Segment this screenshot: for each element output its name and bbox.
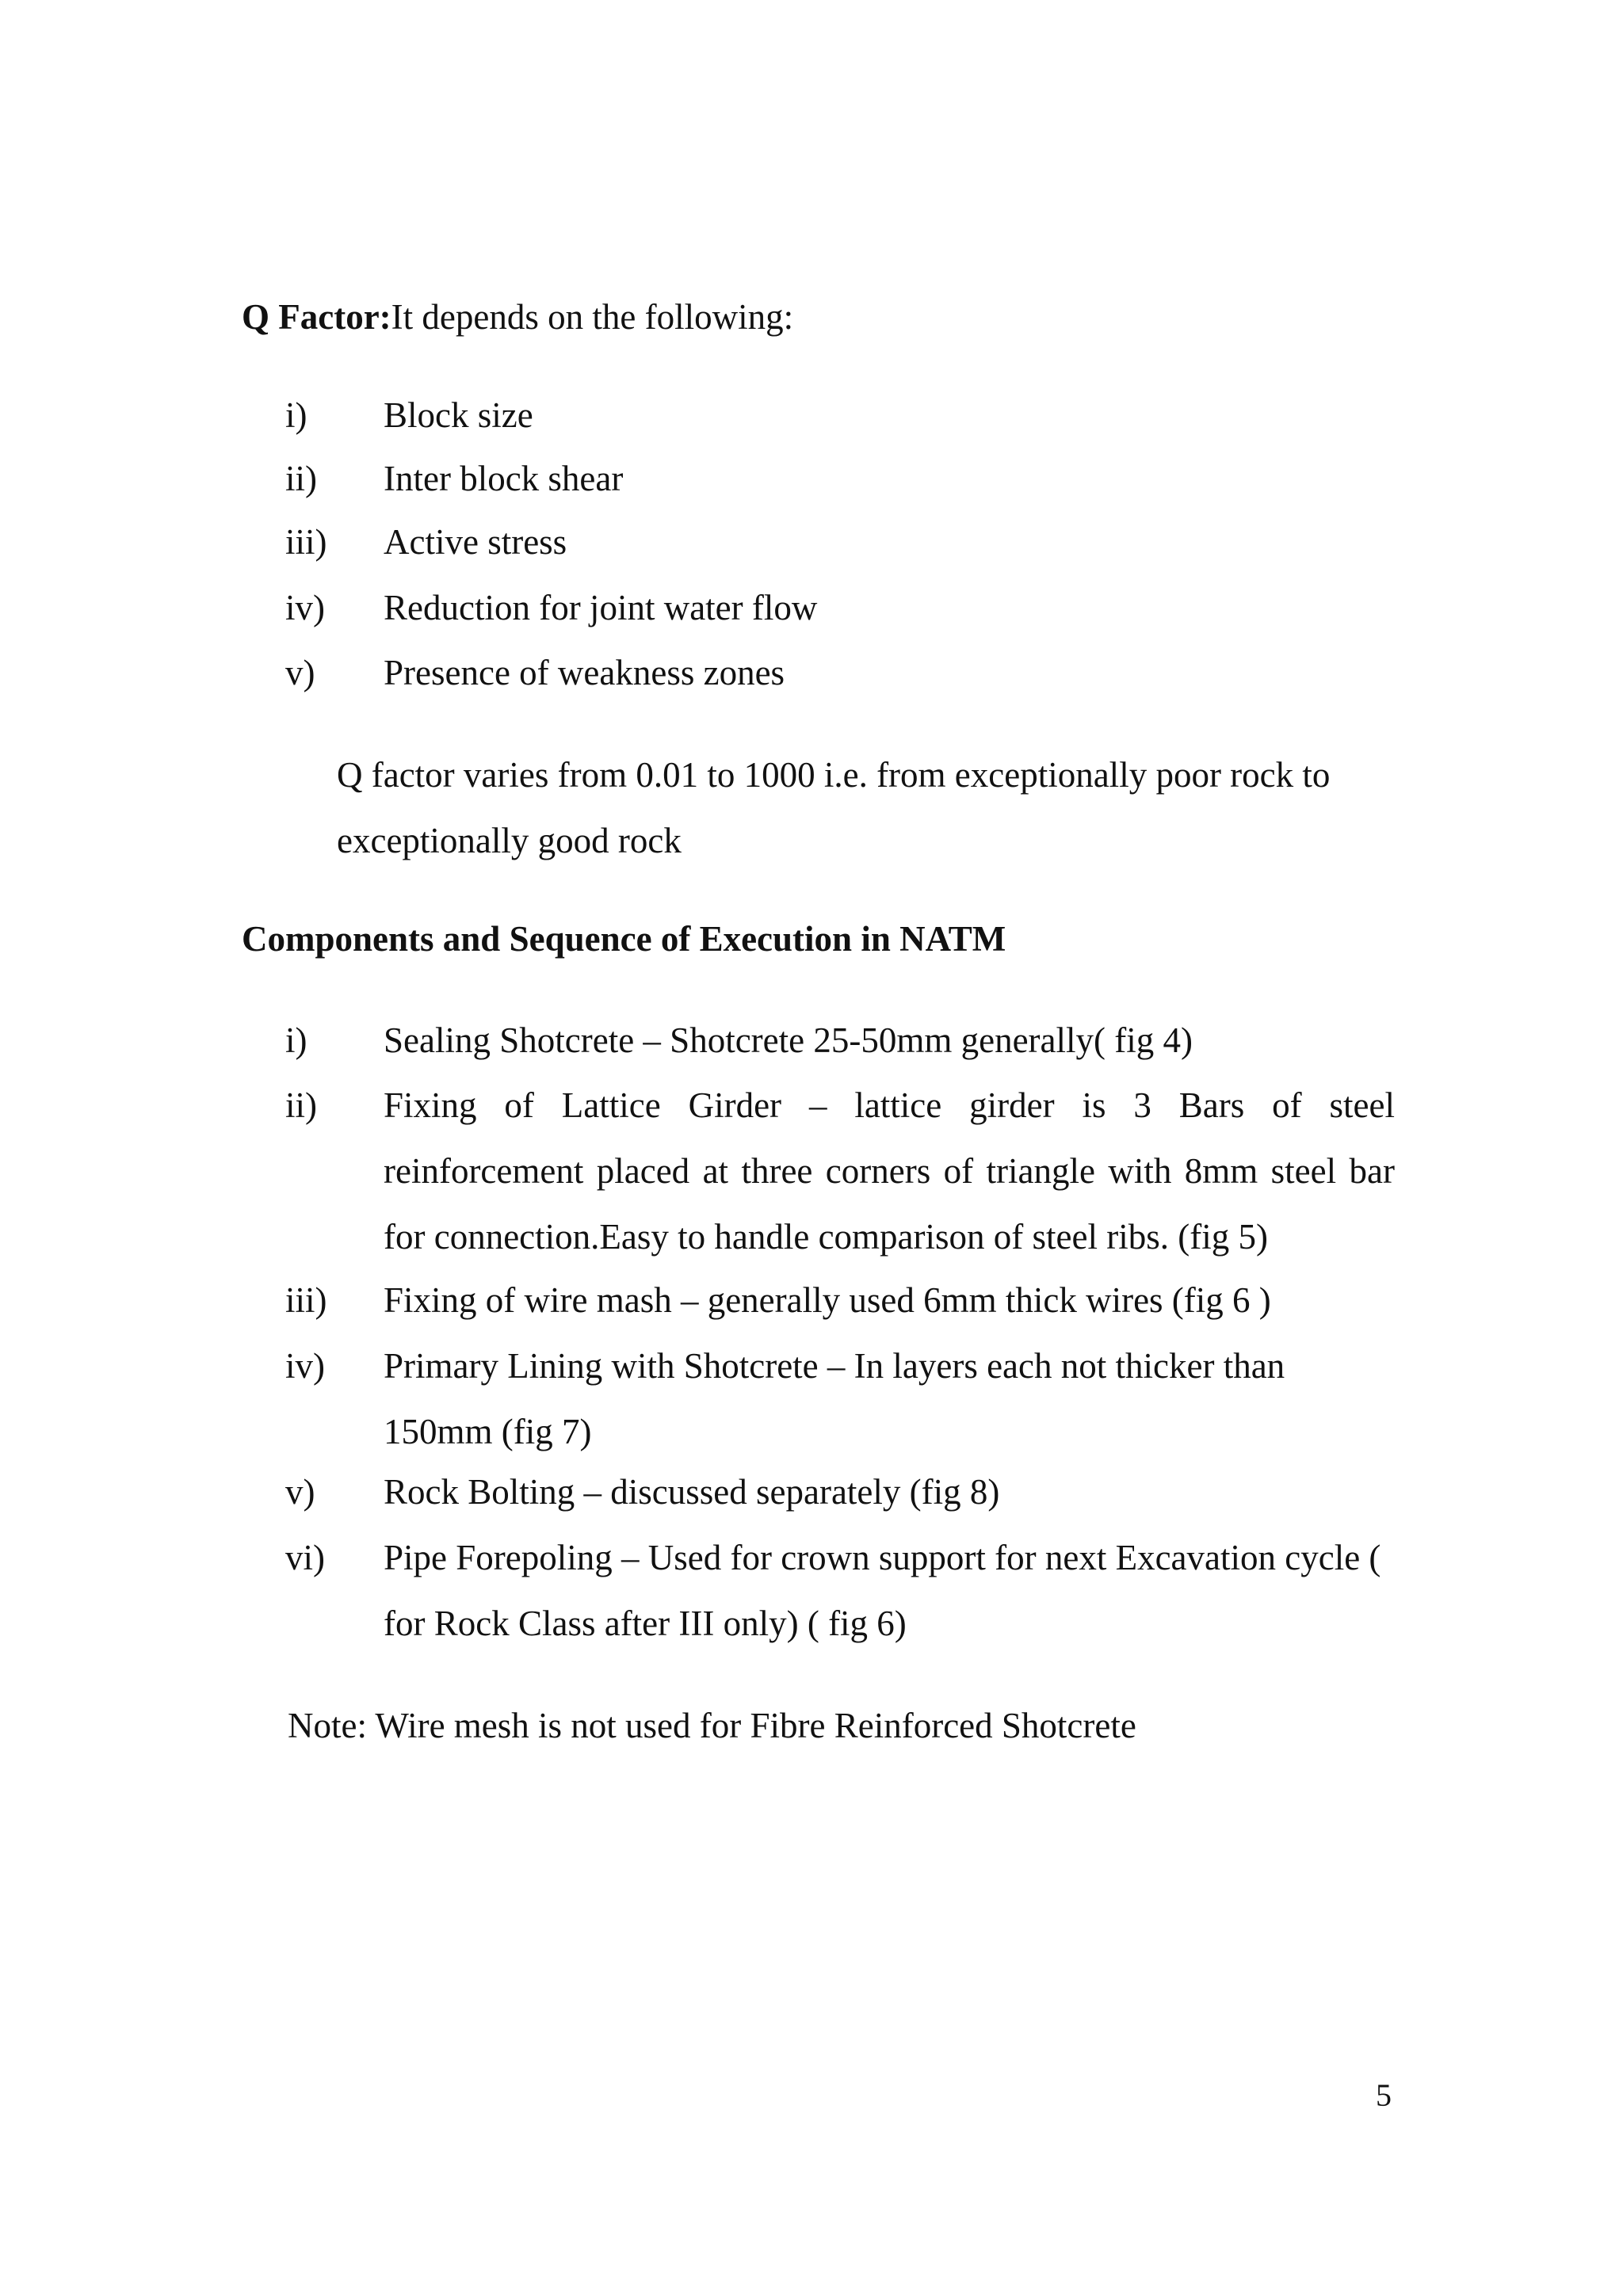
list-item-number: i) bbox=[285, 1020, 307, 1060]
list-item-number: v) bbox=[285, 653, 315, 692]
list-item-text: Pipe Forepoling – Used for crown support for next Excavation cycle ( for Rock Class after III only) ( fig 6) bbox=[384, 1538, 1381, 1643]
list-item-number: i) bbox=[285, 395, 307, 435]
list-item bbox=[285, 1268, 1395, 1333]
list-item-number: iii) bbox=[285, 1280, 327, 1320]
list-item-text: Fixing of Lattice Girder – lattice girder is 3 Bars of steel reinforcement placed at three corners of triangle with 8mm steel bar for connection.Easy to handle comparison of steel ribs. (fig 5) bbox=[384, 1085, 1395, 1257]
list-item-text: Sealing Shotcrete – Shotcrete 25-50mm generally( fig 4) bbox=[384, 1020, 1193, 1060]
list-item-text: Primary Lining with Shotcrete – In layers each not thicker than 150mm (fig 7) bbox=[384, 1346, 1285, 1451]
list-item-text: Presence of weakness zones bbox=[384, 653, 785, 692]
qfactor-heading bbox=[242, 293, 793, 341]
qfactor-intro: It depends on the following: bbox=[391, 297, 794, 337]
components-heading-text: Components and Sequence of Execution in NATM bbox=[242, 919, 1006, 959]
list-item bbox=[285, 446, 1395, 512]
list-item bbox=[285, 640, 1395, 706]
list-item-text: Fixing of wire mash – generally used 6mm thick wires (fig 6 ) bbox=[384, 1280, 1271, 1320]
components-heading bbox=[242, 915, 1006, 963]
list-item-number: iv) bbox=[285, 588, 325, 627]
list-item bbox=[285, 1333, 1395, 1465]
page-number: 5 bbox=[1376, 2077, 1392, 2113]
list-item-text: Inter block shear bbox=[384, 459, 624, 498]
list-item-number: vi) bbox=[285, 1538, 325, 1577]
list-item-number: iii) bbox=[285, 522, 327, 562]
list-item bbox=[285, 1525, 1395, 1657]
qfactor-range-paragraph: Q factor varies from 0.01 to 1000 i.e. from exceptionally poor rock to exceptionally good rock bbox=[337, 755, 1331, 860]
list-item-number: ii) bbox=[285, 1085, 317, 1125]
list-item-text: Block size bbox=[384, 395, 533, 435]
list-item-number: ii) bbox=[285, 459, 317, 498]
list-item-number: v) bbox=[285, 1472, 315, 1512]
list-item-text: Rock Bolting – discussed separately (fig 8) bbox=[384, 1472, 1000, 1512]
list-item bbox=[285, 1073, 1395, 1270]
qfactor-label: Q Factor: bbox=[242, 297, 391, 337]
list-item bbox=[285, 575, 1395, 641]
list-item bbox=[285, 1459, 1395, 1525]
list-item-number: iv) bbox=[285, 1346, 325, 1386]
note: Note: Wire mesh is not used for Fibre Reinforced Shotcrete bbox=[288, 1706, 1136, 1745]
list-item bbox=[285, 509, 1395, 575]
list-item bbox=[285, 383, 1395, 448]
list-item bbox=[285, 1008, 1395, 1074]
list-item-text: Active stress bbox=[384, 522, 567, 562]
list-item-text: Reduction for joint water flow bbox=[384, 588, 818, 627]
